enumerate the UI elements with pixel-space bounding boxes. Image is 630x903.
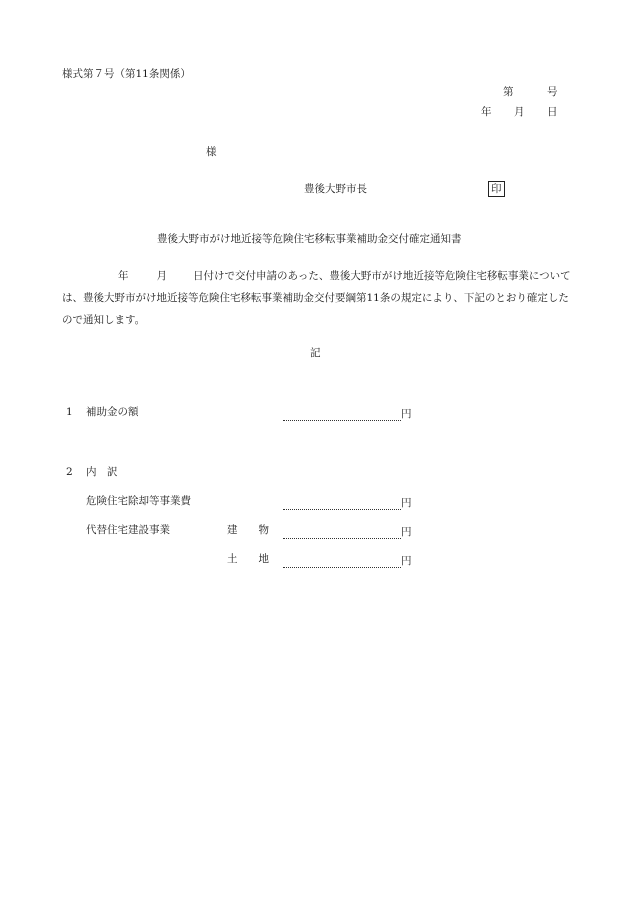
row-demolition-unit: 円: [401, 497, 412, 509]
date-year-label: 年: [481, 106, 492, 118]
seal-mark: 印: [488, 181, 505, 197]
document-number-prefix: 第: [503, 86, 514, 98]
date-day-label: 日: [547, 106, 558, 118]
row-demolition-amount-line: [283, 497, 401, 510]
row-land-unit: 円: [401, 555, 412, 567]
item1-label: 補助金の額: [86, 406, 139, 418]
item1-number: 1: [66, 406, 73, 418]
body-paragraph: [62, 265, 572, 331]
row-replacement-label: 代替住宅建設事業: [86, 524, 170, 536]
row-building-amount-line: [283, 526, 401, 539]
row-building-unit: 円: [401, 526, 412, 538]
row-land-sublabel: 土 地: [227, 553, 269, 565]
ki-heading: 記: [310, 347, 321, 359]
issuer-name: 豊後大野市長: [304, 183, 367, 195]
item2-label: 内 訳: [86, 466, 118, 478]
row-land-amount-line: [283, 555, 401, 568]
body-text: 日付けで交付申請のあった、豊後大野市がけ地近接等危険住宅移転事業については、豊後大野市がけ地近接等危険住宅移転事業補助金交付要綱第11条の規定により、下記のとおり確定したので通知します。: [62, 270, 571, 326]
addressee-suffix: 様: [206, 146, 217, 158]
item2-number: 2: [66, 466, 73, 478]
body-date-year: 年: [118, 270, 129, 282]
row-demolition-label: 危険住宅除却等事業費: [86, 495, 191, 507]
form-number: 様式第７号（第11条関係）: [62, 68, 191, 80]
date-month-label: 月: [514, 106, 525, 118]
item1-amount-line: [283, 408, 401, 421]
row-building-sublabel: 建 物: [227, 524, 269, 536]
document-title: 豊後大野市がけ地近接等危険住宅移転事業補助金交付確定通知書: [157, 233, 462, 245]
item1-unit: 円: [401, 408, 412, 420]
document-number-suffix: 号: [547, 86, 558, 98]
body-date-month: 月: [156, 270, 167, 282]
